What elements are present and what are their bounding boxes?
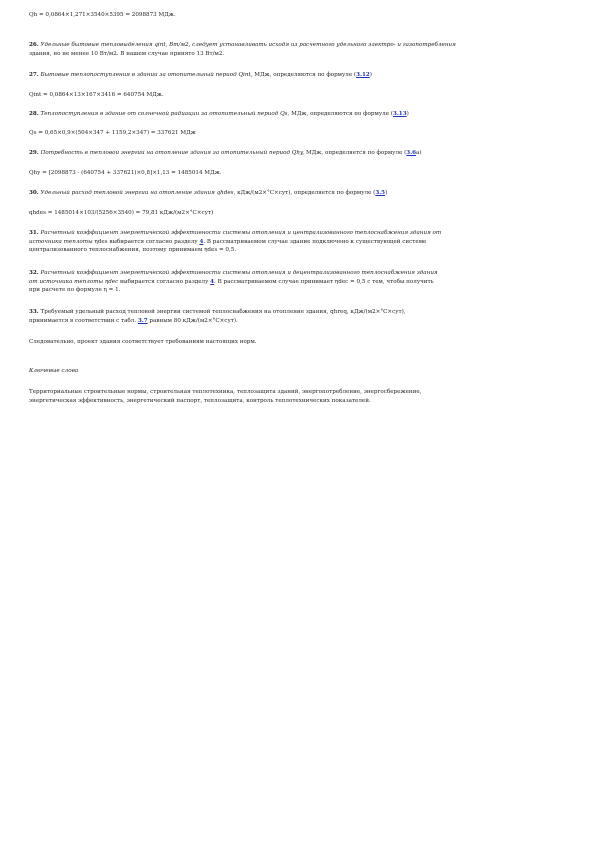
text-segment: . В рассматриваемом случае здание подключено к существующей системе — [203, 238, 427, 245]
paragraph-kw — [29, 388, 421, 405]
text-line — [29, 246, 441, 255]
paragraph-qh — [29, 11, 176, 20]
paragraph-kw-title — [29, 367, 78, 376]
text-line — [29, 209, 213, 218]
text-segment: Потребность в тепловой энергии на отопление здания за отопительный период Qhy, — [38, 150, 305, 156]
item-number: 27. — [29, 72, 39, 78]
text-segment: от источника теплоты ηdec — [29, 278, 119, 285]
text-segment: централизованного теплоснабжения, поэтому принимаем ηdes = 0,5. — [29, 247, 237, 254]
text-line — [29, 278, 438, 287]
text-segment: здания, но не менее 10 Вт/м2. В нашем случае принято 13 Вт/м2. — [29, 50, 225, 57]
text-segment: Требуемый удельный расход тепловой энергии системой теплоснабжения на отопление здания, qhreq, кДж/(м2×°С×сут), — [38, 309, 406, 315]
text-segment: энергетическая эффективность, энергетический паспорт, теплозащита, контроль теплотехнических показателей. — [29, 397, 371, 404]
text-segment: а) — [416, 150, 422, 156]
text-segment: источника теплоты — [29, 238, 95, 245]
item-number: 29. — [29, 150, 39, 156]
text-line — [29, 71, 372, 80]
item-number: 30. — [29, 190, 39, 196]
item-number: 31. — [29, 230, 39, 236]
paragraph-qhy — [29, 169, 222, 178]
text-segment: выбирается согласно разделу — [118, 278, 211, 285]
item-number: 33. — [29, 309, 39, 315]
text-segment: Удельный расход тепловой энергии на отопление здания qhdes, — [38, 190, 236, 196]
text-segment: Бытовые теплопоступления в здании за отопительный период Qint, — [38, 72, 253, 78]
paragraph-p28 — [29, 110, 409, 119]
text-segment: принимается в соответствии с табл. — [29, 317, 138, 324]
formula-link[interactable]: 3.7 — [137, 317, 148, 324]
text-line — [29, 91, 164, 100]
text-segment: ) — [369, 72, 372, 78]
paragraph-p26 — [29, 41, 456, 58]
text-line — [29, 169, 222, 178]
text-segment: равным 80 кДж/(м2×°С×сут). — [147, 317, 238, 324]
text-line — [29, 397, 421, 406]
text-line — [29, 269, 438, 278]
text-line — [29, 110, 409, 119]
text-segment: Территориальные строительные нормы, строительная теплотехника, теплозащита зданий, энергопотребление, энергосбережение, — [29, 389, 422, 395]
text-line — [29, 317, 406, 326]
formula-link[interactable]: 4 — [210, 278, 215, 285]
text-line — [29, 50, 456, 59]
text-segment: ) — [406, 111, 409, 117]
text-line — [29, 338, 257, 347]
text-segment: при расчете по формуле η = 1. — [29, 287, 121, 294]
paragraph-qint — [29, 91, 164, 100]
item-number: 28. — [29, 111, 39, 117]
text-segment: Qint = 0,0864×13×167×3416 = 640754 МДж. — [29, 92, 164, 98]
text-line — [29, 229, 441, 238]
text-segment: . В рассматриваемом случае принимает ηdec = 0,5 с тем, чтобы получить — [214, 278, 434, 285]
formula-link[interactable]: 3.5 — [375, 190, 386, 196]
formula-link[interactable]: 3.13 — [392, 111, 407, 117]
text-segment: Теплопоступления в здание от солнечной радиации за отопительный период Qs, — [38, 111, 290, 117]
formula-link[interactable]: 3.12 — [356, 72, 370, 78]
text-line — [29, 308, 406, 317]
text-line — [29, 286, 438, 295]
text-segment: Удельные бытовые тепловыделения qint, Вт/м2, следует устанавливать исходя из расчетного удельного электро- и газопотребления — [38, 42, 456, 48]
text-line — [29, 149, 422, 158]
item-number: 32. — [29, 270, 39, 276]
text-line — [29, 367, 78, 376]
text-line — [29, 11, 176, 20]
text-segment: Расчетный коэффициент энергетической эффективности системы отопления и централизованного теплоснабжения здания от — [38, 230, 442, 236]
text-line — [29, 238, 441, 247]
paragraph-p27 — [29, 71, 372, 80]
paragraph-conclusion — [29, 338, 257, 347]
text-segment: МДж, определяются по формуле ( — [252, 72, 357, 78]
text-segment: Qh = 0,0864×1,271×3540×5395 = 2098873 МДж. — [29, 12, 176, 18]
text-segment: qhdes = 1485014×103/(5256×3540) = 79,81 кДж/(м2×°С×сут) — [29, 210, 214, 216]
paragraph-p33 — [29, 308, 406, 325]
text-segment: кДж/(м2×°С×сут), определяется по формуле ( — [235, 190, 376, 196]
text-segment: Qhy = [2098873 - (640754 + 337621)×0,8]×1,13 = 1485014 МДж. — [29, 170, 222, 176]
formula-link[interactable]: 4 — [199, 238, 204, 245]
paragraph-qhdes — [29, 209, 213, 218]
text-line — [29, 129, 196, 138]
paragraph-qs — [29, 129, 196, 138]
paragraph-p29 — [29, 149, 422, 158]
text-segment: ) — [385, 190, 388, 196]
text-segment: Следовательно, проект здания соответствует требованиям настоящих норм. — [29, 339, 257, 345]
text-segment: ηdes выбирается согласно разделу — [94, 238, 200, 245]
text-segment: Расчетный коэффициент энергетической эффективности системы отопления и децентрализованного теплоснабжения здания — [38, 270, 438, 276]
text-line — [29, 388, 421, 397]
item-number: 26. — [29, 42, 39, 48]
formula-link[interactable]: 3.6 — [406, 150, 417, 156]
text-line — [29, 41, 456, 50]
text-segment: МДж, определяются по формуле ( — [289, 111, 393, 117]
text-segment: Ключевые слова — [29, 368, 79, 374]
text-line — [29, 189, 387, 198]
paragraph-p31 — [29, 229, 441, 255]
text-segment: Qs = 0,65×0,9×(504×347 + 1159,2×347) = 337621 МДж — [29, 130, 196, 136]
text-segment: МДж, определяется по формуле ( — [304, 150, 407, 156]
paragraph-p32 — [29, 269, 438, 295]
paragraph-p30 — [29, 189, 387, 198]
